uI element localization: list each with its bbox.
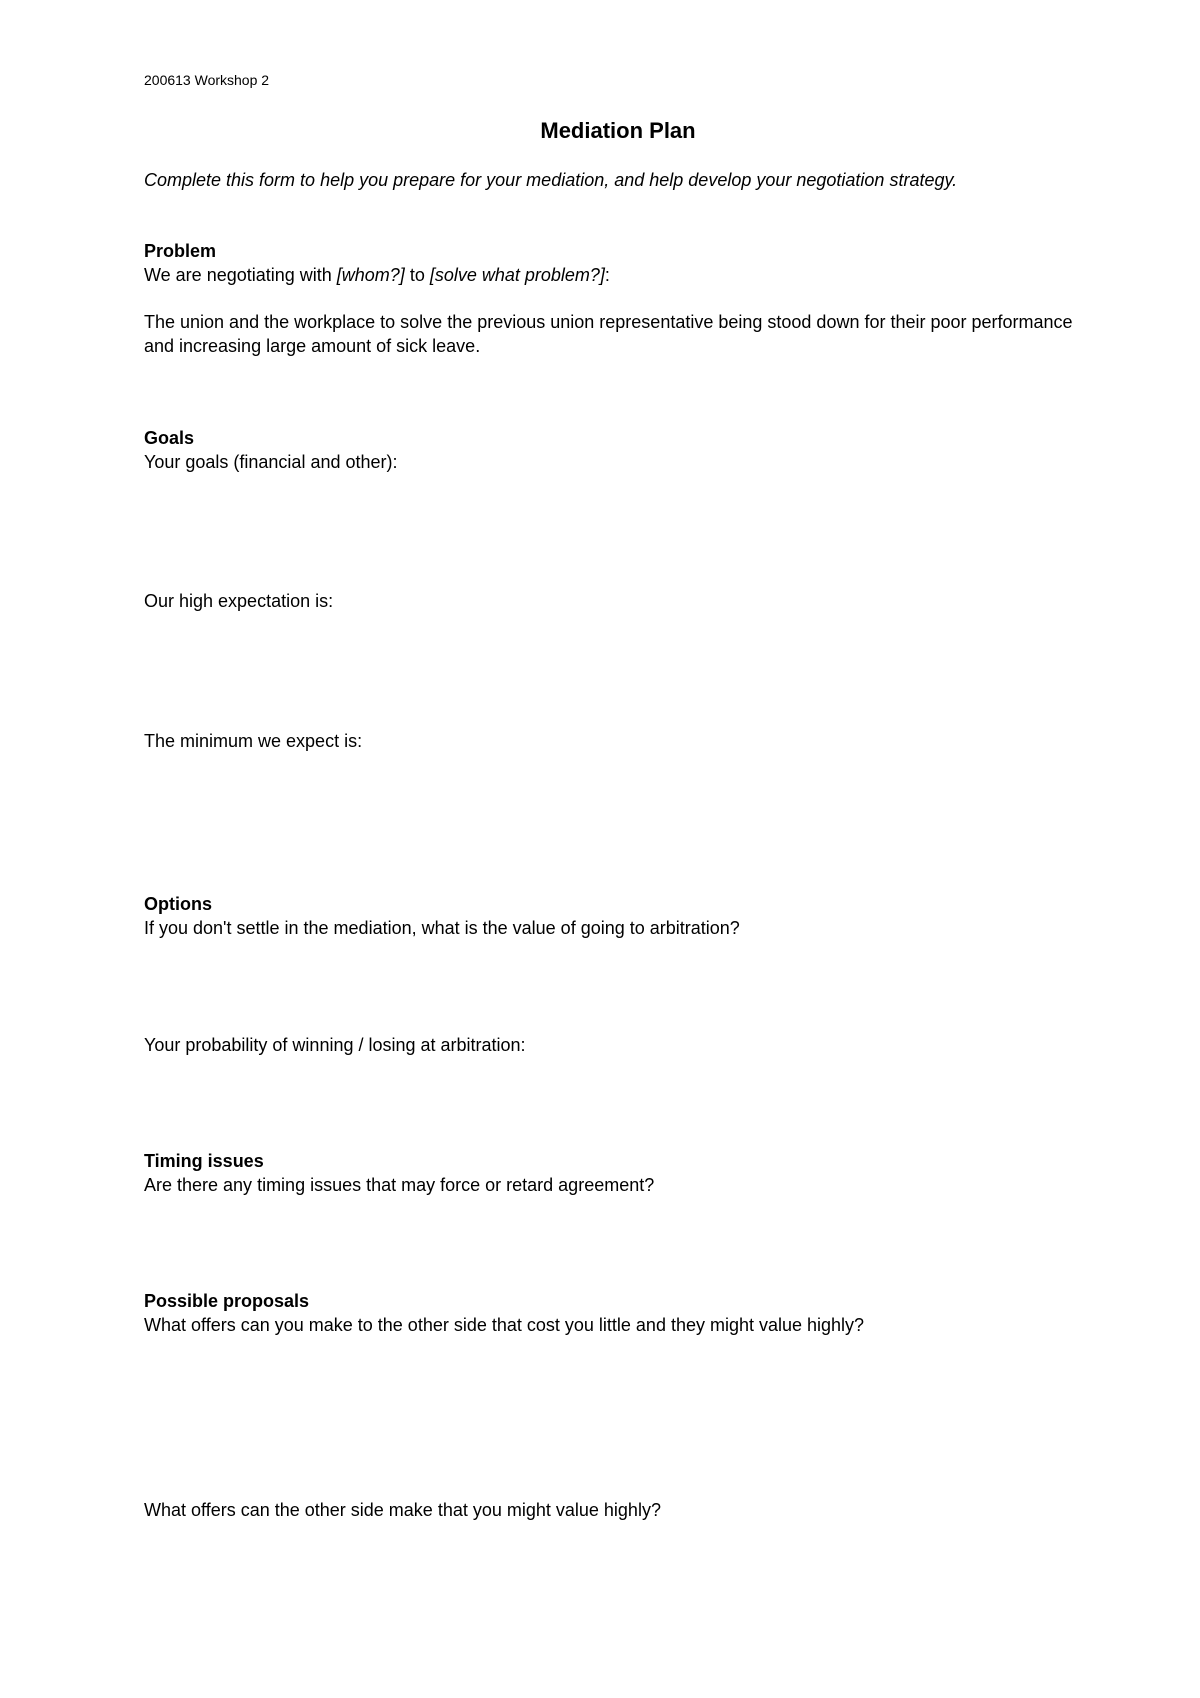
problem-heading: Problem	[144, 241, 217, 261]
problem-prompt-suffix: :	[604, 265, 610, 285]
problem-prompt-middle: to	[404, 265, 430, 285]
minimum-expectation-prompt: The minimum we expect is:	[144, 731, 363, 751]
page-title: Mediation Plan	[540, 118, 696, 143]
options-prompt: If you don't settle in the mediation, what is the value of going to arbitration?	[144, 918, 740, 938]
proposals-heading: Possible proposals	[144, 1291, 310, 1311]
other-side-offers-prompt: What offers can the other side make that you might value highly?	[144, 1500, 661, 1520]
problem-prompt	[144, 263, 610, 287]
timing-heading: Timing issues	[144, 1151, 264, 1171]
high-expectation-prompt: Our high expectation is:	[144, 591, 334, 611]
intro-text: Complete this form to help you prepare for your mediation, and help develop your negotiation strategy.	[144, 170, 958, 190]
goals-prompt: Your goals (financial and other):	[144, 452, 398, 472]
document-header: 200613 Workshop 2	[144, 72, 270, 88]
problem-answer: The union and the workplace to solve the previous union representative being stood down for their poor performance and increasing large amount of sick leave.	[144, 312, 1073, 356]
problem-prompt-solve: [solve what problem?]	[429, 265, 605, 285]
proposals-prompt: What offers can you make to the other side that cost you little and they might value highly?	[144, 1315, 865, 1335]
options-heading: Options	[144, 894, 212, 914]
goals-heading: Goals	[144, 428, 195, 448]
arbitration-probability-prompt: Your probability of winning / losing at arbitration:	[144, 1035, 526, 1055]
timing-prompt: Are there any timing issues that may force or retard agreement?	[144, 1175, 655, 1195]
problem-prompt-prefix: We are negotiating with	[144, 265, 337, 285]
problem-prompt-whom: [whom?]	[336, 265, 405, 285]
